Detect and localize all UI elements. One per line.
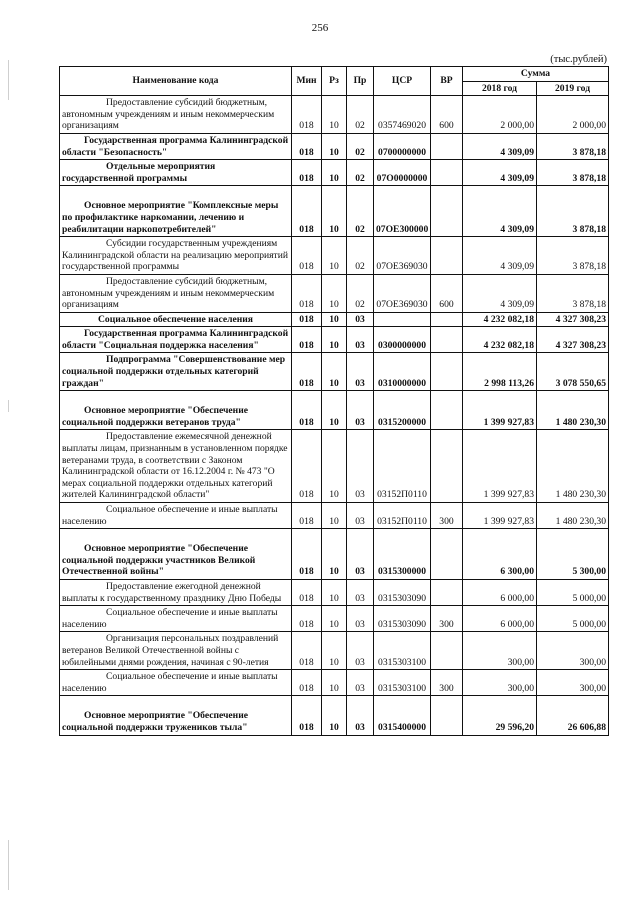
budget-table: [59, 66, 609, 736]
row-vr-cell: [431, 186, 463, 237]
header-min: Мин: [292, 67, 322, 96]
row-2018-cell: 4 309,09: [463, 160, 537, 186]
row-2018-cell: 2 000,00: [463, 96, 537, 134]
row-vr-cell: [431, 237, 463, 275]
row-name-cell: [60, 503, 292, 529]
table-row: [60, 160, 609, 186]
table-row: [60, 96, 609, 134]
row-rz-cell: 10: [322, 430, 347, 503]
header-csr: ЦСР: [374, 67, 431, 96]
row-2019-cell: 3 078 550,65: [537, 353, 609, 391]
row-rz-cell: 10: [322, 670, 347, 696]
header-name: Наименование кода: [60, 67, 292, 96]
row-2018-cell: 300,00: [463, 670, 537, 696]
row-name-cell: [60, 696, 292, 735]
row-min-cell: 018: [292, 391, 322, 430]
row-name-text: Предоставление субсидий бюджетным, автономным учреждениям и иным некоммерческим организациям: [62, 97, 275, 132]
row-name-cell: [60, 529, 292, 580]
row-vr-cell: [431, 160, 463, 186]
row-2018-cell: 4 309,09: [463, 237, 537, 275]
table-row: [60, 391, 609, 430]
row-rz-cell: 10: [322, 579, 347, 605]
row-min-cell: 018: [292, 327, 322, 353]
row-min-cell: 018: [292, 696, 322, 735]
row-pr-cell: 03: [347, 529, 374, 580]
header-sum: Сумма: [463, 67, 609, 82]
table-row: [60, 606, 609, 632]
row-2018-cell: 4 309,09: [463, 133, 537, 159]
row-2019-cell: 1 480 230,30: [537, 391, 609, 430]
row-rz-cell: 10: [322, 391, 347, 430]
row-name-cell: [60, 96, 292, 134]
row-name-cell: [60, 670, 292, 696]
row-pr-cell: 03: [347, 391, 374, 430]
row-pr-cell: 03: [347, 632, 374, 670]
row-rz-cell: 10: [322, 529, 347, 580]
table-row: [60, 579, 609, 605]
row-csr-cell: 07О0000000: [374, 160, 431, 186]
row-pr-cell: 03: [347, 670, 374, 696]
row-pr-cell: 02: [347, 186, 374, 237]
row-2018-cell: 4 232 082,18: [463, 312, 537, 327]
row-rz-cell: 10: [322, 237, 347, 275]
table-row: [60, 430, 609, 503]
row-csr-cell: 0315303090: [374, 579, 431, 605]
page-number: 256: [311, 22, 329, 34]
table-row: [60, 312, 609, 327]
row-vr-cell: [431, 133, 463, 159]
row-name-cell: [60, 186, 292, 237]
header-row-top: [60, 67, 609, 82]
row-csr-cell: 03152П0110: [374, 430, 431, 503]
row-rz-cell: 10: [322, 632, 347, 670]
row-pr-cell: 03: [347, 312, 374, 327]
row-csr-cell: 0315303100: [374, 670, 431, 696]
row-csr-cell: 0315303090: [374, 606, 431, 632]
row-2019-cell: 4 327 308,23: [537, 312, 609, 327]
row-rz-cell: 10: [322, 160, 347, 186]
row-name-text: Организация персональных поздравлений ветеранов Великой Отечественной войны с юбилейными днями рождения, начиная с 90-летия: [62, 633, 279, 668]
row-min-cell: 018: [292, 274, 322, 312]
table-row: [60, 353, 609, 391]
row-rz-cell: 10: [322, 327, 347, 353]
row-name-text: Подпрограмма "Совершенствование мер социальной поддержки отдельных категорий граждан": [62, 354, 286, 389]
row-2018-cell: 1 399 927,83: [463, 391, 537, 430]
row-2019-cell: 1 480 230,30: [537, 430, 609, 503]
row-2019-cell: 3 878,18: [537, 133, 609, 159]
row-min-cell: 018: [292, 606, 322, 632]
row-pr-cell: 02: [347, 133, 374, 159]
row-pr-cell: 02: [347, 237, 374, 275]
row-min-cell: 018: [292, 579, 322, 605]
row-name-cell: [60, 312, 292, 327]
row-rz-cell: 10: [322, 274, 347, 312]
row-min-cell: 018: [292, 96, 322, 134]
row-csr-cell: 07ОЕ300000: [374, 186, 431, 237]
row-2018-cell: 300,00: [463, 632, 537, 670]
row-name-text: Основное мероприятие "Комплексные меры по профилактике наркомании, лечению и реабилитации наркопотребителей": [62, 200, 279, 235]
row-name-cell: [60, 632, 292, 670]
row-vr-cell: [431, 430, 463, 503]
table-row: [60, 632, 609, 670]
row-rz-cell: 10: [322, 96, 347, 134]
row-pr-cell: 03: [347, 579, 374, 605]
table-row: [60, 186, 609, 237]
row-min-cell: 018: [292, 133, 322, 159]
row-name-text: Основное мероприятие "Обеспечение социальной поддержки участников Великой Отечественной войны": [62, 543, 256, 578]
row-pr-cell: 03: [347, 430, 374, 503]
row-rz-cell: 10: [322, 503, 347, 529]
table-row: [60, 503, 609, 529]
row-2018-cell: 1 399 927,83: [463, 430, 537, 503]
row-vr-cell: 600: [431, 274, 463, 312]
row-rz-cell: 10: [322, 606, 347, 632]
header-pr: Пр: [347, 67, 374, 96]
row-2019-cell: 2 000,00: [537, 96, 609, 134]
row-csr-cell: 07ОЕ369030: [374, 237, 431, 275]
row-2018-cell: 1 399 927,83: [463, 503, 537, 529]
row-2019-cell: 300,00: [537, 670, 609, 696]
row-vr-cell: [431, 353, 463, 391]
row-pr-cell: 03: [347, 503, 374, 529]
units-label: (тыс.рублей): [550, 54, 607, 65]
header-2019: 2019 год: [537, 81, 609, 96]
header-vr: ВР: [431, 67, 463, 96]
row-rz-cell: 10: [322, 353, 347, 391]
row-2018-cell: 4 232 082,18: [463, 327, 537, 353]
row-vr-cell: [431, 632, 463, 670]
row-csr-cell: 0315300000: [374, 529, 431, 580]
header-2018: 2018 год: [463, 81, 537, 96]
table-body: [60, 96, 609, 735]
row-rz-cell: 10: [322, 696, 347, 735]
table-row: [60, 274, 609, 312]
row-name-text: Социальное обеспечение и иные выплаты населению: [62, 671, 278, 694]
row-2019-cell: 3 878,18: [537, 274, 609, 312]
row-2019-cell: 3 878,18: [537, 186, 609, 237]
row-rz-cell: 10: [322, 312, 347, 327]
row-vr-cell: [431, 391, 463, 430]
row-vr-cell: 600: [431, 96, 463, 134]
row-2019-cell: 3 878,18: [537, 160, 609, 186]
row-csr-cell: 07ОЕ369030: [374, 274, 431, 312]
row-2018-cell: 6 000,00: [463, 606, 537, 632]
row-vr-cell: 300: [431, 606, 463, 632]
table-row: [60, 696, 609, 735]
row-2018-cell: 4 309,09: [463, 186, 537, 237]
row-vr-cell: [431, 312, 463, 327]
row-pr-cell: 02: [347, 160, 374, 186]
row-rz-cell: 10: [322, 133, 347, 159]
scan-margin-marks: [8, 0, 14, 905]
row-name-text: Предоставление ежегодной денежной выплаты к государственному празднику Дню Победы: [62, 580, 282, 604]
row-name-text: Отдельные мероприятия государственной программы: [62, 161, 216, 184]
row-2019-cell: 3 878,18: [537, 237, 609, 275]
row-pr-cell: 03: [347, 606, 374, 632]
row-name-cell: [60, 579, 292, 605]
row-name-cell: [60, 133, 292, 159]
row-csr-cell: [374, 312, 431, 327]
row-2018-cell: 6 300,00: [463, 529, 537, 580]
row-name-text: Социальное обеспечение и иные выплаты населению: [62, 607, 278, 630]
row-csr-cell: 03152П0110: [374, 503, 431, 529]
row-vr-cell: 300: [431, 503, 463, 529]
row-csr-cell: 0315303100: [374, 632, 431, 670]
row-name-text: Государственная программа Калининградской области "Социальная поддержка населения": [62, 328, 289, 351]
row-name-text: Субсидии государственным учреждениям Калининградской области на реализацию мероприятий государственной программы: [62, 238, 289, 273]
row-vr-cell: [431, 529, 463, 580]
row-min-cell: 018: [292, 503, 322, 529]
row-name-text: Предоставление ежемесячной денежной выплаты лицам, признанным в установленном порядке ветеранами труда, в соответствии с Законом Калининградской области от 16.12.2004 г. № 473 "О мерах социальной поддержки отдельных категорий жителей Калининградской области": [62, 431, 288, 501]
row-vr-cell: 300: [431, 670, 463, 696]
row-2019-cell: 4 327 308,23: [537, 327, 609, 353]
row-2018-cell: 4 309,09: [463, 274, 537, 312]
row-csr-cell: 0700000000: [374, 133, 431, 159]
row-pr-cell: 03: [347, 327, 374, 353]
row-name-cell: [60, 391, 292, 430]
row-name-text: Социальное обеспечение населения: [98, 313, 253, 325]
row-vr-cell: [431, 327, 463, 353]
row-name-text: Государственная программа Калининградской области "Безопасность": [62, 134, 289, 158]
table-row: [60, 529, 609, 580]
row-name-cell: [60, 430, 292, 503]
row-min-cell: 018: [292, 529, 322, 580]
row-pr-cell: 03: [347, 353, 374, 391]
row-2019-cell: 26 606,88: [537, 696, 609, 735]
row-2019-cell: 5 000,00: [537, 606, 609, 632]
row-csr-cell: 0315200000: [374, 391, 431, 430]
row-csr-cell: 0357469020: [374, 96, 431, 134]
row-pr-cell: 02: [347, 96, 374, 134]
header-rz: Рз: [322, 67, 347, 96]
row-name-cell: [60, 353, 292, 391]
row-min-cell: 018: [292, 353, 322, 391]
row-name-cell: [60, 237, 292, 275]
row-name-cell: [60, 327, 292, 353]
row-min-cell: 018: [292, 312, 322, 327]
row-pr-cell: 03: [347, 696, 374, 735]
row-csr-cell: 0300000000: [374, 327, 431, 353]
row-2018-cell: 29 596,20: [463, 696, 537, 735]
row-vr-cell: [431, 696, 463, 735]
row-min-cell: 018: [292, 160, 322, 186]
row-name-cell: [60, 606, 292, 632]
row-min-cell: 018: [292, 186, 322, 237]
row-name-text: Основное мероприятие "Обеспечение социальной поддержки тружеников тыла": [62, 710, 248, 733]
table-row: [60, 133, 609, 159]
row-name-text: Социальное обеспечение и иные выплаты населению: [62, 504, 278, 527]
table-row: [60, 327, 609, 353]
table-row: [60, 670, 609, 696]
row-2018-cell: 6 000,00: [463, 579, 537, 605]
row-name-text: Предоставление субсидий бюджетным, автономным учреждениям и иным некоммерческим организациям: [62, 275, 275, 311]
row-name-cell: [60, 160, 292, 186]
row-csr-cell: 0315400000: [374, 696, 431, 735]
row-2019-cell: 1 480 230,30: [537, 503, 609, 529]
row-vr-cell: [431, 579, 463, 605]
row-csr-cell: 0310000000: [374, 353, 431, 391]
row-min-cell: 018: [292, 632, 322, 670]
row-pr-cell: 02: [347, 274, 374, 312]
row-min-cell: 018: [292, 670, 322, 696]
row-2019-cell: 5 000,00: [537, 579, 609, 605]
row-rz-cell: 10: [322, 186, 347, 237]
row-2019-cell: 300,00: [537, 632, 609, 670]
row-min-cell: 018: [292, 237, 322, 275]
row-2018-cell: 2 998 113,26: [463, 353, 537, 391]
table-row: [60, 237, 609, 275]
row-2019-cell: 5 300,00: [537, 529, 609, 580]
row-name-cell: [60, 274, 292, 312]
row-name-text: Основное мероприятие "Обеспечение социальной поддержки ветеранов труда": [62, 405, 248, 428]
row-min-cell: 018: [292, 430, 322, 503]
